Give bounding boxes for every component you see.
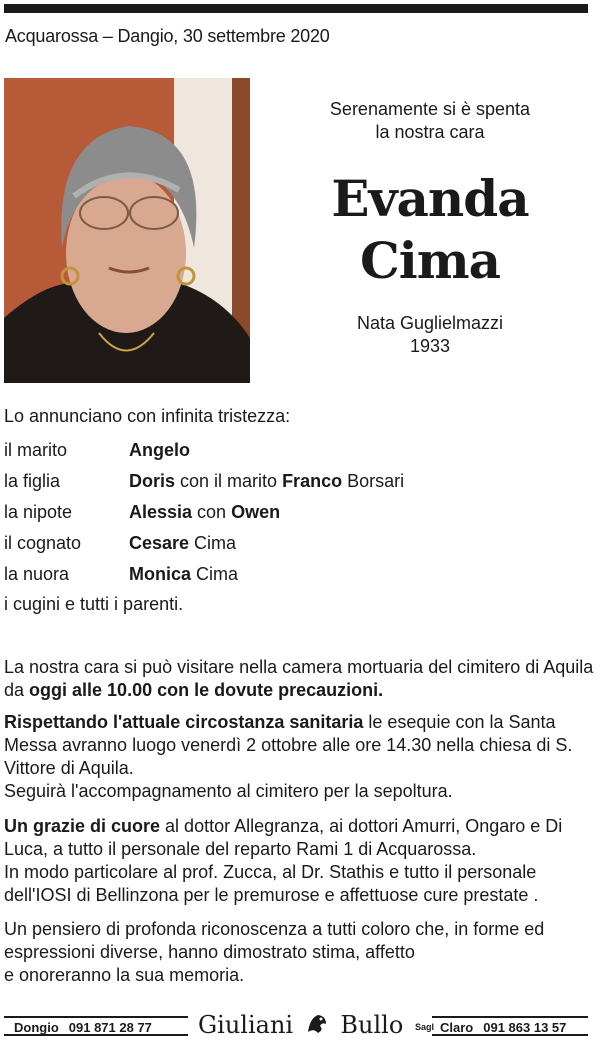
birth-year: 1933 xyxy=(409,336,451,356)
family-name-segment: Borsari xyxy=(342,471,405,491)
portrait-photo xyxy=(4,78,250,383)
paragraph-funeral xyxy=(4,711,594,803)
top-rule xyxy=(4,4,588,13)
footer-left-place: Dongio xyxy=(14,1020,59,1035)
last-name: Cima xyxy=(359,231,501,290)
deceased-name xyxy=(290,168,570,292)
family-name-segment: con xyxy=(192,502,232,522)
paragraph-segment: Seguirà l'accompagnamento al cimitero per la sepoltura. xyxy=(4,781,453,801)
brand-right: Bullo xyxy=(340,1011,404,1039)
footer xyxy=(4,1010,588,1040)
family-names xyxy=(129,533,236,554)
paragraph-segment: e onoreranno la sua memoria. xyxy=(4,965,245,985)
family-names xyxy=(129,440,190,461)
family-relation: la figlia xyxy=(4,471,61,491)
footer-right-place: Claro xyxy=(440,1020,474,1035)
family-name-segment: Monica xyxy=(129,564,192,584)
family-name-segment: con il marito xyxy=(175,471,283,491)
family-relation: il cognato xyxy=(4,533,82,553)
announce-line: Lo annunciano con infinita tristezza: xyxy=(4,406,291,426)
cousins-line: i cugini e tutti i parenti. xyxy=(4,594,184,614)
brand-left: Giuliani xyxy=(198,1011,294,1039)
footer-left-phone: 091 871 28 77 xyxy=(68,1020,152,1035)
family-name-segment: Cesare xyxy=(129,533,190,553)
family-name-segment: Alessia xyxy=(129,502,193,522)
family-relation: la nipote xyxy=(4,502,73,522)
paragraph-segment: Rispettando l'attuale circostanza sanitaria xyxy=(4,712,364,732)
paragraph-gratitude xyxy=(4,918,594,987)
family-relation: la nuora xyxy=(4,564,70,584)
paragraph-thanks xyxy=(4,815,594,907)
family-name-segment: Angelo xyxy=(129,440,190,460)
paragraph-segment: Un pensiero di profonda riconoscenza a tutti coloro che, in forme ed espressioni diverse, hanno dimostrato stima, affetto xyxy=(4,919,545,962)
paragraph-segment: le esequie con la Santa Messa avranno luogo venerdì 2 ottobre alle ore 14.30 nella chiesa di S. Vittore di Aquila. xyxy=(4,712,573,778)
paragraph-visitation xyxy=(4,656,594,702)
dateline: Acquarossa – Dangio, 30 settembre 2020 xyxy=(5,26,330,46)
paragraph-segment: La nostra cara si può visitare nella camera mortuaria del cimitero di Aquila da xyxy=(4,657,594,700)
footer-left-contact xyxy=(4,1016,188,1036)
lion-icon xyxy=(304,1010,330,1043)
family-name-segment: Owen xyxy=(231,502,281,522)
family-name-segment: Cima xyxy=(189,533,237,553)
family-names xyxy=(129,471,404,492)
brand-suffix: Sagl xyxy=(414,1021,434,1032)
family-relation: il marito xyxy=(4,440,68,460)
family-name-segment: Cima xyxy=(191,564,239,584)
first-name: Evanda xyxy=(331,169,529,228)
brand-logo xyxy=(198,1010,434,1040)
paragraph-segment: In modo particolare al prof. Zucca, al Dr. Stathis e tutto il personale dell'IOSI di Bellinzona per le premurose e affettuose cure prestate . xyxy=(4,862,539,905)
family-name-segment: Franco xyxy=(282,471,343,491)
birth-info xyxy=(290,312,570,358)
family-names xyxy=(129,502,280,523)
intro-text xyxy=(290,98,570,144)
intro-line-2: la nostra cara xyxy=(375,122,485,142)
paragraph-segment: al dottor Allegranza, ai dottori Amurri, Ongaro e Di Luca, a tutto il personale del reparto Rami 1 di Acquarossa. xyxy=(4,816,563,859)
footer-right-phone: 091 863 13 57 xyxy=(483,1020,567,1035)
family-names xyxy=(129,564,238,585)
footer-right-contact xyxy=(432,1016,588,1036)
paragraph-segment: Un grazie di cuore xyxy=(4,816,161,836)
paragraph-segment: oggi alle 10.00 con le dovute precauzioni. xyxy=(29,680,384,700)
intro-line-1: Serenamente si è spenta xyxy=(329,99,531,119)
maiden-name: Nata Guglielmazzi xyxy=(356,313,504,333)
family-name-segment: Doris xyxy=(129,471,176,491)
